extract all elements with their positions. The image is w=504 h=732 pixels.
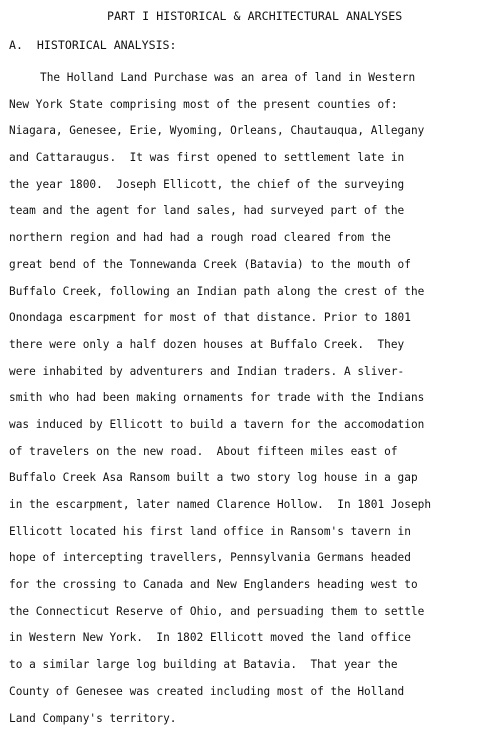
text-line: Buffalo Creek Asa Ransom built a two story log house in a gap — [9, 465, 499, 492]
text-line: hope of intercepting travellers, Pennsylvania Germans headed — [9, 545, 499, 572]
text-line: Niagara, Genesee, Erie, Wyoming, Orleans, Chautauqua, Allegany — [9, 118, 499, 145]
text-line: Land Company's territory. — [9, 706, 499, 732]
text-line: Onondaga escarpment for most of that distance. Prior to 1801 — [9, 305, 499, 332]
text-line: The Holland Land Purchase was an area of land in Western — [9, 65, 499, 92]
text-line: Buffalo Creek, following an Indian path along the crest of the — [9, 279, 499, 306]
text-line: northern region and had had a rough road cleared from the — [9, 225, 499, 252]
text-line: smith who had been making ornaments for trade with the Indians — [9, 385, 499, 412]
text-line: County of Genesee was created including most of the Holland — [9, 679, 499, 706]
text-line: New York State comprising most of the present counties of: — [9, 92, 499, 119]
historical-analysis-paragraph — [9, 65, 499, 732]
text-line: was induced by Ellicott to build a tavern for the accomodation — [9, 412, 499, 439]
text-line: to a similar large log building at Batavia. That year the — [9, 652, 499, 679]
text-line: of travelers on the new road. About fifteen miles east of — [9, 439, 499, 466]
text-line: for the crossing to Canada and New Englanders heading west to — [9, 572, 499, 599]
document-title: PART I HISTORICAL & ARCHITECTURAL ANALYSES — [107, 9, 402, 23]
text-line: and Cattaraugus. It was first opened to settlement late in — [9, 145, 499, 172]
text-line: in Western New York. In 1802 Ellicott moved the land office — [9, 625, 499, 652]
text-line: team and the agent for land sales, had surveyed part of the — [9, 198, 499, 225]
text-line: in the escarpment, later named Clarence Hollow. In 1801 Joseph — [9, 492, 499, 519]
text-line: the Connecticut Reserve of Ohio, and persuading them to settle — [9, 599, 499, 626]
text-line: Ellicott located his first land office in Ransom's tavern in — [9, 519, 499, 546]
text-line: great bend of the Tonnewanda Creek (Batavia) to the mouth of — [9, 252, 499, 279]
text-line: were inhabited by adventurers and Indian traders. A sliver- — [9, 359, 499, 386]
text-line: the year 1800. Joseph Ellicott, the chief of the surveying — [9, 172, 499, 199]
text-line: there were only a half dozen houses at Buffalo Creek. They — [9, 332, 499, 359]
section-heading: A. HISTORICAL ANALYSIS: — [9, 38, 177, 52]
